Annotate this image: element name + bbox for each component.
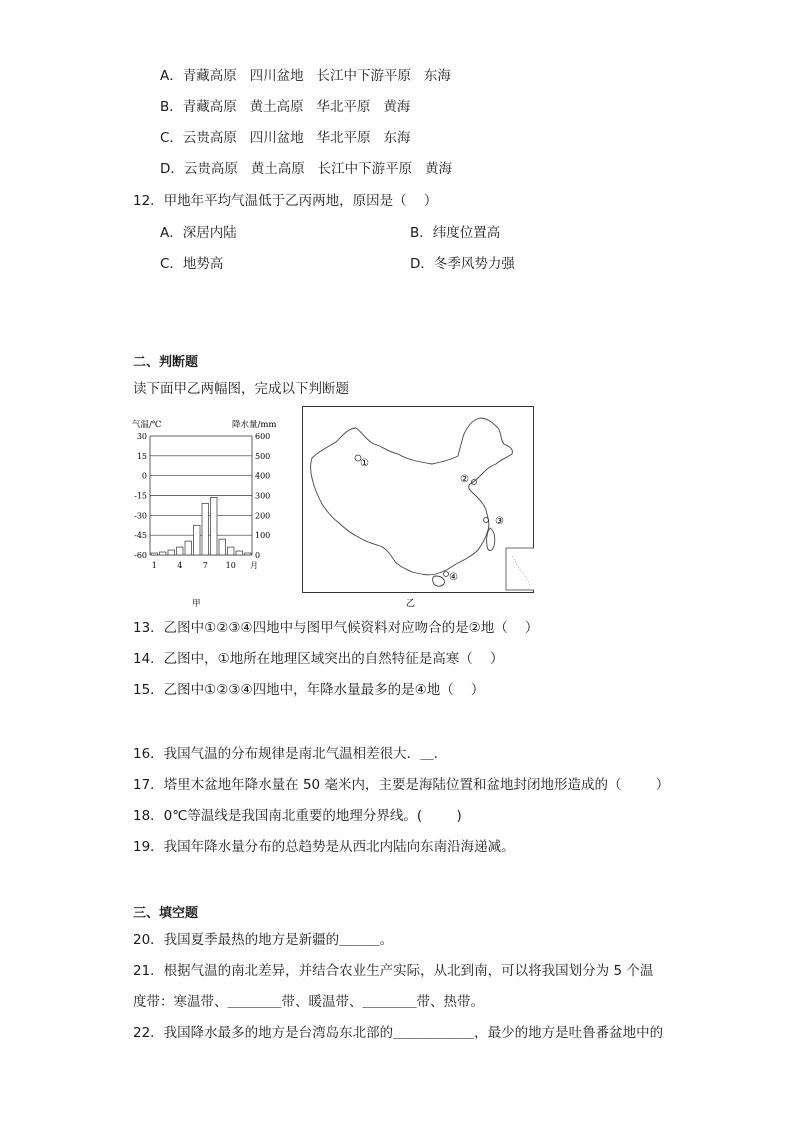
china-map-svg — [302, 406, 534, 610]
month-tick-label: 10 — [225, 561, 236, 570]
month-tick-label: 4 — [177, 561, 183, 570]
q12-option-b: B．纬度位置高 — [410, 225, 501, 241]
precip-bar — [185, 541, 192, 555]
temp-tick-label: 15 — [136, 451, 147, 461]
precip-axis-title: 降水量/mm — [232, 420, 277, 430]
section-intro: 读下面甲乙两幅图，完成以下判断题 — [133, 381, 349, 397]
precip-bar — [202, 503, 209, 555]
climate-chart — [128, 412, 286, 612]
precip-bar — [228, 547, 235, 555]
temp-tick-label: 0 — [141, 471, 147, 481]
precip-bar — [211, 497, 218, 555]
month-tick-label: 7 — [202, 561, 208, 570]
q21-line2: 度带：寒温带、＿＿＿＿带、暖温带、＿＿＿＿带、热带。 — [133, 994, 484, 1010]
q16: 16．我国气温的分布规律是南北气温相差很大．＿． — [133, 746, 448, 762]
q11-option-c: C．云贵高原 四川盆地 华北平原 东海 — [160, 130, 411, 146]
temp-tick-label: -30 — [134, 511, 147, 521]
precip-tick-label: 100 — [255, 531, 271, 541]
chart-caption: 甲 — [192, 599, 201, 609]
q11-option-b: B．青藏高原 黄土高原 华北平原 黄海 — [160, 99, 411, 115]
q12-option-a: A．深居内陆 — [160, 225, 237, 241]
section-title-fill: 三、填空题 — [133, 906, 199, 921]
precip-bar — [160, 552, 167, 555]
q14: 14．乙图中，①地所在地理区域突出的自然特征是高寒（ ） — [133, 651, 504, 667]
precip-bar — [219, 539, 226, 555]
precip-tick-label: 400 — [255, 471, 271, 481]
precip-bar — [168, 550, 175, 555]
temp-tick-label: -45 — [134, 531, 147, 541]
map-caption: 乙 — [406, 599, 416, 609]
temp-tick-label: 30 — [136, 432, 147, 441]
precip-bar — [245, 553, 252, 555]
q13: 13．乙图中①②③④四地中与图甲气候资料对应吻合的是②地（ ） — [133, 620, 539, 636]
q17: 17．塔里木盆地年降水量在 50 毫米内，主要是海陆位置和盆地封闭地形造成的（ ） — [133, 777, 670, 793]
temp-axis-title: 气温/℃ — [132, 420, 162, 430]
precip-bar — [236, 551, 243, 555]
climate-chart-svg — [128, 412, 286, 612]
section-title-judgement: 二、判断题 — [133, 355, 199, 370]
precip-tick-label: 200 — [255, 511, 271, 521]
south-china-sea-inset — [506, 548, 534, 590]
map-label-4: ④ — [449, 572, 458, 583]
q12-option-c: C．地势高 — [160, 256, 224, 272]
precip-bar — [194, 525, 201, 555]
temp-tick-label: -15 — [134, 491, 147, 501]
q11-option-d: D．云贵高原 黄土高原 长江中下游平原 黄海 — [160, 161, 453, 177]
precip-bar — [151, 553, 158, 555]
q11-option-a: A．青藏高原 四川盆地 长江中下游平原 东海 — [160, 68, 451, 84]
china-map — [302, 406, 534, 610]
precip-tick-label: 0 — [255, 551, 261, 560]
precip-tick-label: 500 — [255, 451, 271, 461]
q15: 15．乙图中①②③④四地中，年降水量最多的是④地（ ） — [133, 682, 485, 698]
q19: 19．我国年降水量分布的总趋势是从西北内陆向东南沿海递减。 — [133, 839, 515, 855]
temp-tick-label: -60 — [134, 551, 147, 560]
q20: 20．我国夏季最热的地方是新疆的＿＿＿。 — [133, 932, 394, 948]
q12-stem: 12．甲地年平均气温低于乙丙两地，原因是（ ） — [133, 193, 438, 209]
month-tick-label: 1 — [151, 561, 157, 570]
map-label-3: ③ — [495, 516, 504, 527]
month-unit-label: 月 — [250, 561, 258, 570]
precip-tick-label: 300 — [255, 491, 271, 501]
map-label-1: ① — [360, 458, 369, 469]
q21-line1: 21．根据气温的南北差异，并结合农业生产实际，从北到南，可以将我国划分为 5 个温 — [133, 963, 654, 979]
q12-option-d: D．冬季风势力强 — [410, 256, 515, 272]
precip-bar — [177, 547, 184, 555]
map-label-2: ② — [460, 474, 469, 485]
map-frame — [303, 407, 534, 593]
q18: 18．0℃等温线是我国南北重要的地理分界线。( ) — [133, 808, 462, 824]
q22: 22．我国降水最多的地方是台湾岛东北部的＿＿＿＿＿＿，最少的地方是吐鲁番盆地中的 — [133, 1025, 664, 1041]
precip-tick-label: 600 — [255, 432, 271, 441]
